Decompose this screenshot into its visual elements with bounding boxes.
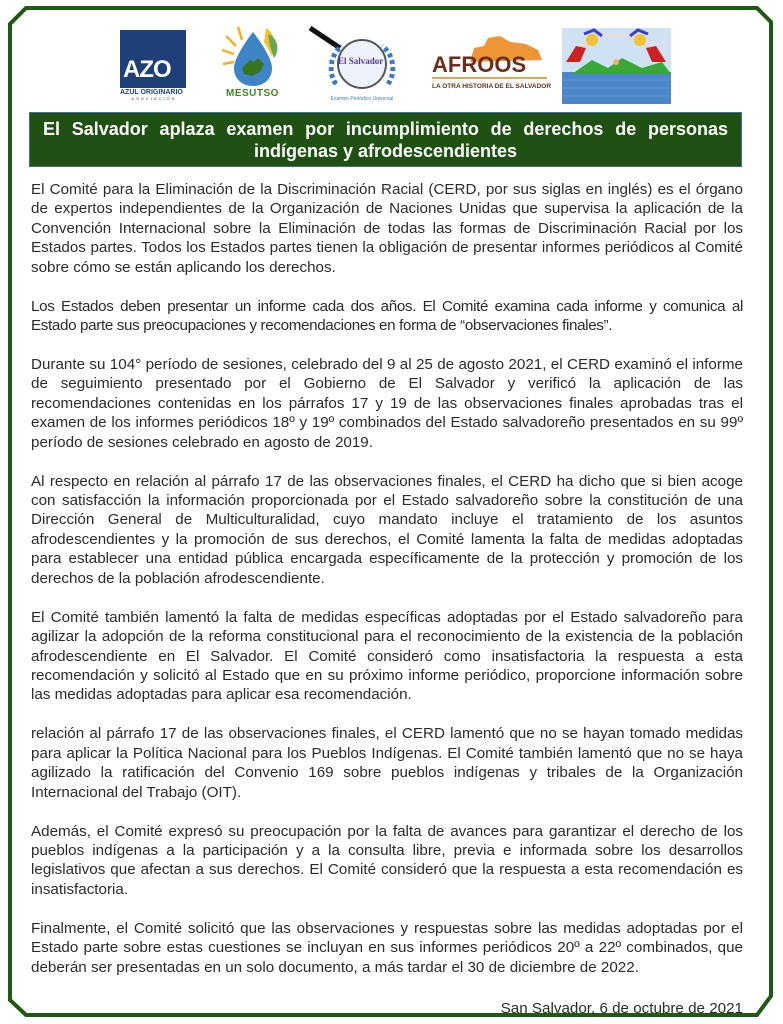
water-drop-sun-icon [220,24,286,88]
afroos-logo-subtitle: LA OTRA HISTORIA DE EL SALVADOR [432,83,552,90]
article-body [31,180,743,1018]
paragraph-indigenous-policy: relación al párrafo 17 de las observaciones finales, el CERD lamentó que no se hayan tomado medidas para aplicar la Política Nacional para los Pueblos Indígenas. El Comité también lamentó que no se haya agilizado la ratificación del Convenio 169 sobre pueblos indígenas y tribales de la Organización Internacional del Trabajo (OIT). [31,725,743,801]
azo-logo [120,30,188,101]
azo-logo-label: AZO [123,56,171,83]
mesutso-logo [220,24,286,104]
paragraph-constitutional-reform: El Comité también lamentó la falta de medidas específicas adoptadas por el Estado salvadoreño para agilizar la adopción de la reforma constitucional para el reconocimiento de la existencia de la población afrodescendiente en El Salvador. El Comité consideró como insatisfactoria la respuesta a esta recomendación y solicitó al Estado que en su próximo informe periódico, proporcione información sobre las medidas adoptadas para aplicar esa recomendación. [31,608,743,704]
afroos-logo [430,34,552,98]
epu-logo-label: El Salvador [338,56,384,66]
logo-bar [0,24,783,106]
azo-logo-subtitle: AZUL ORIGINARIO [120,89,183,96]
place-date-signature: San Salvador, 6 de octubre de 2021 [500,999,743,1017]
svg-text:Examen Periódico Universal: Examen Periódico Universal [330,96,394,102]
paragraph-cerd-intro: El Comité para la Eliminación de la Discriminación Racial (CERD, por sus siglas en inglés) es el órgano de expertos independientes de la Organización de Naciones Unidas que supervisa la aplicación de la Convención Internacional sobre la Eliminación de todas las formas de Discriminación Racial por los Estados partes. Todos los Estados partes tienen la obligación de presentar informes periódicos al Comité sobre cómo se están aplicando los derechos. [31,181,743,276]
epu-logo [306,24,398,104]
azo-logo-subtitle2: ASOCIACIÓN [131,96,177,101]
headline-line-2: indígenas y afrodescendientes [253,141,518,161]
paragraph-consultation: Además, el Comité expresó su preocupación por la falta de avances para garantizar el derecho de los pueblos indígenas a la participación y a la consulta libre, previa e informada sobre los desarrollos legislativos que afectan a sus derechos. El Comité consideró que la respuesta a esta recomendación es insatisfactoria. [31,822,743,898]
afroos-divider [432,77,547,79]
paragraph-paragraph-17: Al respecto en relación al párrafo 17 de las observaciones finales, el CERD ha dicho que si bien acoge con satisfacción la información proporcionada por el Estado salvadoreño sobre la constitución de una Dirección General de Multiculturalidad, cuyo mandato incluye el tratamiento de los asuntos afrodescendientes y la promoción de sus derechos, el Comité lamenta la falta de medidas adoptadas para establecer una entidad pública encargada específicamente de la protección y promoción de los derechos de la población afrodescendiente. [31,472,743,587]
muina-logo [562,28,671,104]
mesutso-logo-label: MESUTSO [226,88,279,99]
muina-landscape-icon [562,28,671,104]
paragraph-104-session: Durante su 104° período de sesiones, celebrado del 9 al 25 de agosto 2021, el CERD examinó el informe de seguimiento presentado por el Gobierno de El Salvador y verificó la aplicación de las recomendaciones contenidas en los párrafos 17 y 19 de las observaciones finales aprobadas tras el examen de los informes periódicos 18º y 19º combinados del Estado salvadoreño presentados en su 99º período de sesiones celebrado en agosto de 2019. [31,356,743,451]
headline-banner [29,112,742,167]
azo-logo-box [120,30,186,88]
paragraph-final-request: Finalmente, el Comité solicitó que las observaciones y respuestas sobre las medidas adoptadas por el Estado parte sobre estas cuestiones se incluyan en sus informes periódicos 20º a 22º combinados, que deberán ser presentadas en un solo documento, a más tardar el 30 de diciembre de 2022. [31,919,743,976]
headline-line-1: El Salvador aplaza examen por incumplimiento de derechos de personas [43,119,728,139]
afroos-logo-label: AFROOS [432,52,527,77]
paragraph-reports: Los Estados deben presentar un informe cada dos años. El Comité examina cada informe y comunica al Estado parte sus preocupaciones y recomendaciones en forma de “observaciones finales”. [31,297,743,335]
